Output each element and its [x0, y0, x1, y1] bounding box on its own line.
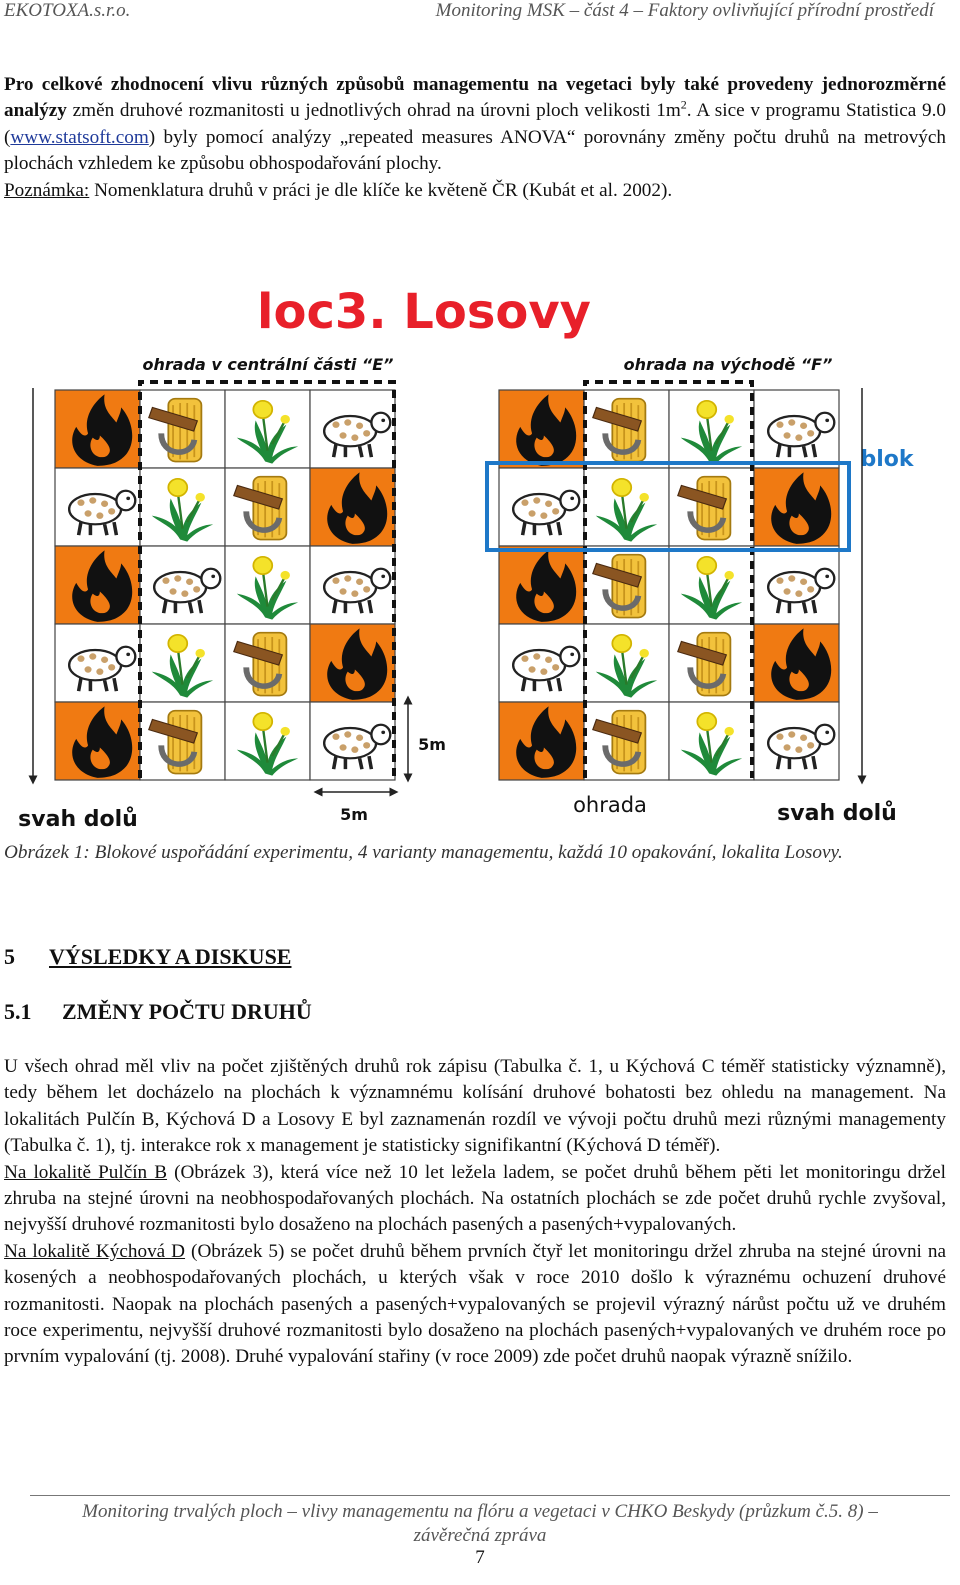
right-cell-fire [499, 390, 584, 468]
header-title: Monitoring MSK – část 4 – Faktory ovlivňující přírodní prostředí [435, 0, 934, 21]
statsoft-link[interactable]: www.statsoft.com [10, 126, 149, 148]
left-cell-dandelion [140, 624, 225, 702]
dimension-label-vertical: 5m [418, 735, 446, 754]
left-cell-sheep [310, 390, 395, 468]
right-cell-sheep [499, 624, 584, 702]
left-cell-hay [225, 624, 310, 702]
block-label: blok [860, 447, 914, 472]
right-cell-fire [754, 468, 839, 546]
intro-text-2: . A sice v programu Statistica 9.0 ( [4, 100, 946, 148]
note-label: Poznámka: [4, 179, 90, 201]
intro-bold: Pro celkové zhodnocení vlivu různých způsobů managementu na vegetaci byly také provedeny jednorozměrné analýzy [4, 74, 946, 122]
right-cell-dandelion [669, 546, 754, 624]
left-cell-sheep [55, 468, 140, 546]
subsection-number: 5.1 [4, 999, 32, 1024]
figure-caption: Obrázek 1: Blokové uspořádání experimentu, 4 varianty managementu, každá 10 opakování, lokalita Losovy. [4, 842, 843, 863]
p3-label: Na lokalitě Kýchová D [4, 1240, 186, 1262]
enclosure-label: ohrada [573, 793, 647, 817]
left-cell-sheep [55, 624, 140, 702]
left-cell-fire [55, 546, 140, 624]
right-cell-sheep [499, 468, 584, 546]
left-cell-hay [225, 468, 310, 546]
page-footer [0, 1500, 960, 1548]
intro-paragraph [4, 72, 946, 204]
subsection-title: ZMĚNY POČTU DRUHŮ [62, 999, 312, 1024]
experiment-figure [0, 270, 960, 840]
section-title: VÝSLEDKY A DISKUSE [49, 944, 292, 969]
intro-text-1: změn druhové rozmanitosti u jednotlivých ohrad na úrovni ploch velikosti 1m [66, 100, 681, 122]
p3-text: (Obrázek 5) se počet druhů během prvních čtyř let monitoringu držel zhruba na stejné úrovni na kosených a neobhospodařovaných plochách, u kterých však v roce 2010 došlo k výraznému ochuzení druhové rozmanitosti. Naopak na plochách pasených a pasených+vypalovaných se projevil výrazný nárůst počtu už ve druhém roce experimentu, nejvyšší druhové rozmanitosti bylo dosaženo na plochách pasených+vypalovaných ve druhém roce po prvním vypalování (tj. 2008). Druhé vypalování stařiny (v roce 2009) zde počet druhů naopak výrazně snížilo. [4, 1240, 946, 1368]
right-cell-fire [754, 624, 839, 702]
left-cell-sheep [140, 546, 225, 624]
right-plot-grid [499, 390, 839, 780]
page-number: 7 [475, 1547, 485, 1568]
dimension-label-horizontal: 5m [340, 805, 368, 824]
left-cell-hay [140, 390, 225, 468]
right-cell-fire [499, 546, 584, 624]
right-cell-dandelion [669, 390, 754, 468]
right-cell-sheep [754, 390, 839, 468]
left-cell-fire [55, 390, 140, 468]
footer-line-2: závěrečná zpráva [413, 1525, 547, 1546]
slope-label-right: svah dolů [777, 801, 897, 826]
left-cell-dandelion [225, 702, 310, 780]
right-cell-hay [669, 468, 754, 546]
left-plot-grid [55, 390, 395, 780]
p2-text: (Obrázek 3), která více než 10 let ležela ladem, se počet druhů během pěti let monitoringu držel zhruba na stejné úrovni na neobhospodařovaných plochách. Na ostatních plochách se zde počet druhů rychle zvyšoval, nejvyšší druhové rozmanitosti bylo dosaženo na plochách pasených a pasených+vypalovaných. [4, 1161, 946, 1236]
footer-line-1: Monitoring trvalých ploch – vlivy managementu na flóru a vegetaci v CHKO Beskydy (průzkum č.5. 8) – [82, 1501, 878, 1522]
left-cell-sheep [310, 546, 395, 624]
right-cell-dandelion [584, 624, 669, 702]
footer-divider [30, 1495, 950, 1496]
right-cell-hay [584, 702, 669, 780]
right-enclosure-label: ohrada na východě “F” [623, 355, 833, 374]
p2-label: Na lokalitě Pulčín B [4, 1161, 168, 1183]
figure-title: loc3. Losovy [257, 284, 591, 340]
left-cell-sheep [310, 702, 395, 780]
left-cell-dandelion [225, 390, 310, 468]
left-cell-fire [55, 702, 140, 780]
section-heading [4, 944, 291, 970]
intro-text-3: ) byly pomocí analýzy „repeated measures ANOVA“ porovnány změny počtu druhů na metrových plochách vzhledem ke způsobu obhospodařování plochy. [4, 126, 946, 175]
right-cell-dandelion [584, 468, 669, 546]
subsection-heading [4, 999, 312, 1025]
header-company: EKOTOXA.s.r.o. [4, 0, 131, 21]
note-text: Nomenklatura druhů v práci je dle klíče ke květeně ČR (Kubát et al. 2002). [89, 179, 673, 201]
right-cell-sheep [754, 546, 839, 624]
section-number: 5 [4, 944, 15, 969]
left-cell-dandelion [140, 468, 225, 546]
left-cell-fire [310, 468, 395, 546]
left-cell-hay [140, 702, 225, 780]
intro-superscript: 2 [680, 98, 687, 113]
results-paragraph [4, 1054, 946, 1371]
page-header [0, 0, 950, 24]
left-enclosure-label: ohrada v centrální části “E” [142, 355, 394, 374]
right-cell-hay [584, 546, 669, 624]
right-cell-dandelion [669, 702, 754, 780]
right-cell-hay [669, 624, 754, 702]
slope-label-left: svah dolů [18, 807, 138, 832]
p1-text: U všech ohrad měl vliv na počet zjištěných druhů rok zápisu (Tabulka č. 1, u Kýchová C téměř statisticky významně), tedy během let docházelo na plochách k významnému kolísání druhové bohatosti bez ohledu na management. Na lokalitách Pulčín B, Kýchová D a Losovy E byl zaznamenán rozdíl ve vývoji počtu druhů mezi různými managementy (Tabulka č. 1), tj. interakce rok x management je statisticky signifikantní (Kýchová D téměř). [4, 1056, 946, 1157]
left-cell-dandelion [225, 546, 310, 624]
right-cell-hay [584, 390, 669, 468]
right-cell-fire [499, 702, 584, 780]
left-cell-fire [310, 624, 395, 702]
right-cell-sheep [754, 702, 839, 780]
